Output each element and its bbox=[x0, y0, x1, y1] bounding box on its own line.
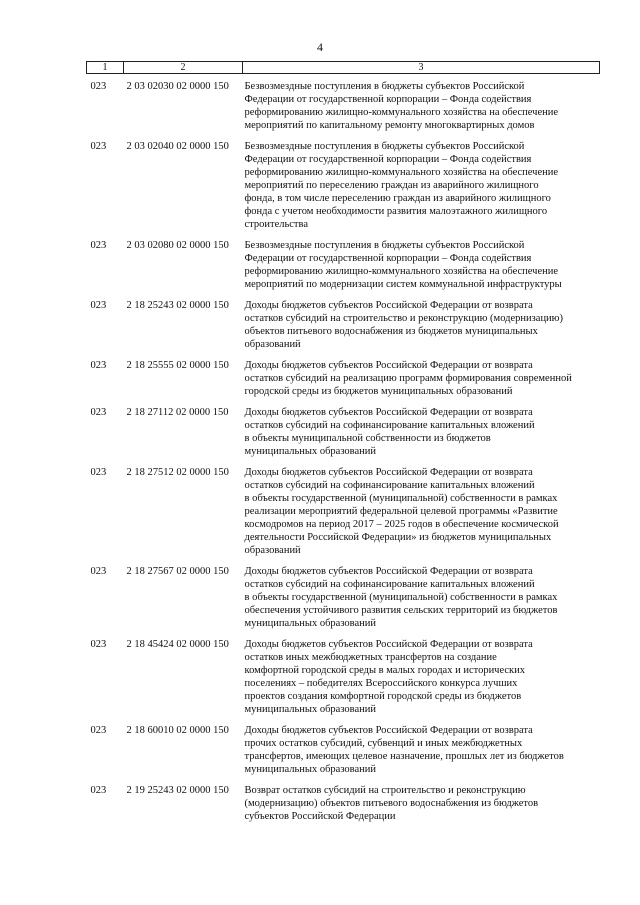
income-name-line: фонда, в том числе переселению граждан из аварийного жилищного bbox=[244, 193, 551, 204]
income-name-line: (модернизацию) объектов питьевого водоснабжения из бюджетов bbox=[244, 798, 539, 809]
income-name-line: в объекты муниципальной собственности из бюджетов bbox=[244, 433, 491, 444]
income-name-line: Федерации от государственной корпорации – Фонда содействия bbox=[244, 94, 532, 105]
income-code-cell: 2 03 02040 02 0000 150 bbox=[126, 141, 229, 152]
income-name-line: мероприятий по капитальному ремонту многоквартирных домов bbox=[244, 120, 535, 131]
admin-code-cell: 023 bbox=[90, 240, 107, 251]
admin-code-cell: 023 bbox=[90, 725, 107, 736]
table-row bbox=[87, 565, 600, 638]
income-name-line: муниципальных образований bbox=[244, 618, 376, 629]
income-name-cell bbox=[243, 74, 600, 141]
income-name-line: Безвозмездные поступления в бюджеты субъектов Российской bbox=[244, 81, 525, 92]
table-row bbox=[87, 140, 600, 239]
income-name-line: Доходы бюджетов субъектов Российской Федерации от возврата bbox=[244, 300, 533, 311]
income-name-line: Доходы бюджетов субъектов Российской Федерации от возврата bbox=[244, 566, 533, 577]
income-name-line: мероприятий по модернизации систем коммунальной инфраструктуры bbox=[244, 279, 562, 290]
income-name-line: трансфертов, имеющих целевое назначение, прошлых лет из бюджетов bbox=[244, 751, 564, 762]
income-name-line: субъектов Российской Федерации bbox=[244, 811, 396, 822]
income-name-line: комфортной городской среды в малых городах и исторических bbox=[244, 665, 526, 676]
income-name-line: Доходы бюджетов субъектов Российской Федерации от возврата bbox=[244, 725, 533, 736]
admin-code-cell: 023 bbox=[90, 407, 107, 418]
admin-code-cell: 023 bbox=[90, 785, 107, 796]
income-name-line: мероприятий по переселению граждан из аварийного жилищного bbox=[244, 180, 539, 191]
income-name-line: проектов создания комфортной городской среды из бюджетов bbox=[244, 691, 522, 702]
income-name-line: Федерации от государственной корпорации – Фонда содействия bbox=[244, 154, 532, 165]
income-name-cell bbox=[243, 359, 600, 406]
income-name-line: Безвозмездные поступления в бюджеты субъектов Российской bbox=[244, 240, 525, 251]
income-name-cell bbox=[243, 565, 600, 638]
table-row bbox=[87, 359, 600, 406]
income-name-cell bbox=[243, 406, 600, 466]
income-name-line: остатков субсидий на строительство и реконструкцию (модернизацию) bbox=[244, 313, 564, 324]
income-name-line: в объекты государственной (муниципальной) собственности в рамках bbox=[244, 493, 558, 504]
income-name-line: Доходы бюджетов субъектов Российской Федерации от возврата bbox=[244, 360, 533, 371]
page-number: 4 bbox=[317, 40, 323, 54]
income-code-cell: 2 18 45424 02 0000 150 bbox=[126, 639, 229, 650]
income-name-cell bbox=[243, 638, 600, 724]
income-name-line: прочих остатков субсидий, субвенций и иных межбюджетных bbox=[244, 738, 523, 749]
table-row bbox=[87, 74, 600, 141]
admin-code-cell: 023 bbox=[90, 566, 107, 577]
admin-code-cell: 023 bbox=[90, 300, 107, 311]
column-header-3: 3 bbox=[243, 62, 600, 74]
table-body bbox=[87, 74, 600, 832]
table-row bbox=[87, 724, 600, 784]
table-row bbox=[87, 784, 600, 831]
income-name-line: остатков субсидий на софинансирование капитальных вложений bbox=[244, 420, 535, 431]
income-name-line: остатков субсидий на реализацию программ формирования современной bbox=[244, 373, 572, 384]
income-code-cell: 2 18 27567 02 0000 150 bbox=[126, 566, 229, 577]
income-name-line: Безвозмездные поступления в бюджеты субъектов Российской bbox=[244, 141, 525, 152]
admin-code-cell: 023 bbox=[90, 81, 107, 92]
income-name-line: деятельности Российской Федерации» из бюджетов муниципальных bbox=[244, 532, 552, 543]
income-name-line: Доходы бюджетов субъектов Российской Федерации от возврата bbox=[244, 639, 533, 650]
income-name-line: муниципальных образований bbox=[244, 446, 376, 457]
income-name-line: образований bbox=[244, 339, 301, 350]
column-header-2: 2 bbox=[124, 62, 243, 74]
income-name-line: остатков субсидий на софинансирование капитальных вложений bbox=[244, 480, 535, 491]
income-name-line: Доходы бюджетов субъектов Российской Федерации от возврата bbox=[244, 467, 533, 478]
income-name-line: муниципальных образований bbox=[244, 704, 376, 715]
income-name-cell bbox=[243, 466, 600, 565]
budget-classification-table bbox=[86, 61, 600, 831]
income-name-line: космодромов на период 2017 – 2025 годов в обеспечение космической bbox=[244, 519, 559, 530]
admin-code-cell: 023 bbox=[90, 639, 107, 650]
income-code-cell: 2 03 02080 02 0000 150 bbox=[126, 240, 229, 251]
income-name-line: реформированию жилищно-коммунального хозяйства на обеспечение bbox=[244, 167, 559, 178]
income-name-line: остатков иных межбюджетных трансфертов на создание bbox=[244, 652, 497, 663]
income-name-line: Возврат остатков субсидий на строительство и реконструкцию bbox=[244, 785, 526, 796]
income-name-line: реформированию жилищно-коммунального хозяйства на обеспечение bbox=[244, 107, 559, 118]
income-name-cell bbox=[243, 724, 600, 784]
income-code-cell: 2 18 25243 02 0000 150 bbox=[126, 300, 229, 311]
income-name-line: Доходы бюджетов субъектов Российской Федерации от возврата bbox=[244, 407, 533, 418]
income-name-line: поселениях – победителях Всероссийского конкурса лучших bbox=[244, 678, 518, 689]
income-code-cell: 2 18 27112 02 0000 150 bbox=[126, 407, 229, 418]
income-code-cell: 2 03 02030 02 0000 150 bbox=[126, 81, 229, 92]
income-name-line: строительства bbox=[244, 219, 309, 230]
income-name-line: Федерации от государственной корпорации – Фонда содействия bbox=[244, 253, 532, 264]
income-name-line: городской среды из бюджетов муниципальных образований bbox=[244, 386, 513, 397]
table-row bbox=[87, 406, 600, 466]
income-name-line: реформированию жилищно-коммунального хозяйства на обеспечение bbox=[244, 266, 559, 277]
income-code-cell: 2 19 25243 02 0000 150 bbox=[126, 785, 229, 796]
income-name-cell bbox=[243, 784, 600, 831]
table-header bbox=[87, 62, 600, 74]
admin-code-cell: 023 bbox=[90, 360, 107, 371]
income-name-line: в объекты государственной (муниципальной) собственности в рамках bbox=[244, 592, 558, 603]
table-row bbox=[87, 466, 600, 565]
admin-code-cell: 023 bbox=[90, 467, 107, 478]
income-code-cell: 2 18 25555 02 0000 150 bbox=[126, 360, 229, 371]
income-name-line: образований bbox=[244, 545, 301, 556]
table-row bbox=[87, 299, 600, 359]
table-row bbox=[87, 638, 600, 724]
income-name-line: фонда с учетом необходимости развития малоэтажного жилищного bbox=[244, 206, 548, 217]
table-row bbox=[87, 239, 600, 299]
income-name-line: остатков субсидий на софинансирование капитальных вложений bbox=[244, 579, 535, 590]
income-code-cell: 2 18 27512 02 0000 150 bbox=[126, 467, 229, 478]
admin-code-cell: 023 bbox=[90, 141, 107, 152]
income-name-cell bbox=[243, 239, 600, 299]
income-name-line: объектов питьевого водоснабжения из бюджетов муниципальных bbox=[244, 326, 538, 337]
income-name-line: реализации мероприятий федеральной целевой программы «Развитие bbox=[244, 506, 558, 517]
income-name-line: муниципальных образований bbox=[244, 764, 376, 775]
income-name-cell bbox=[243, 299, 600, 359]
income-name-line: обеспечения устойчивого развития сельских территорий из бюджетов bbox=[244, 605, 558, 616]
income-name-cell bbox=[243, 140, 600, 239]
income-code-cell: 2 18 60010 02 0000 150 bbox=[126, 725, 229, 736]
column-header-1: 1 bbox=[87, 62, 124, 74]
